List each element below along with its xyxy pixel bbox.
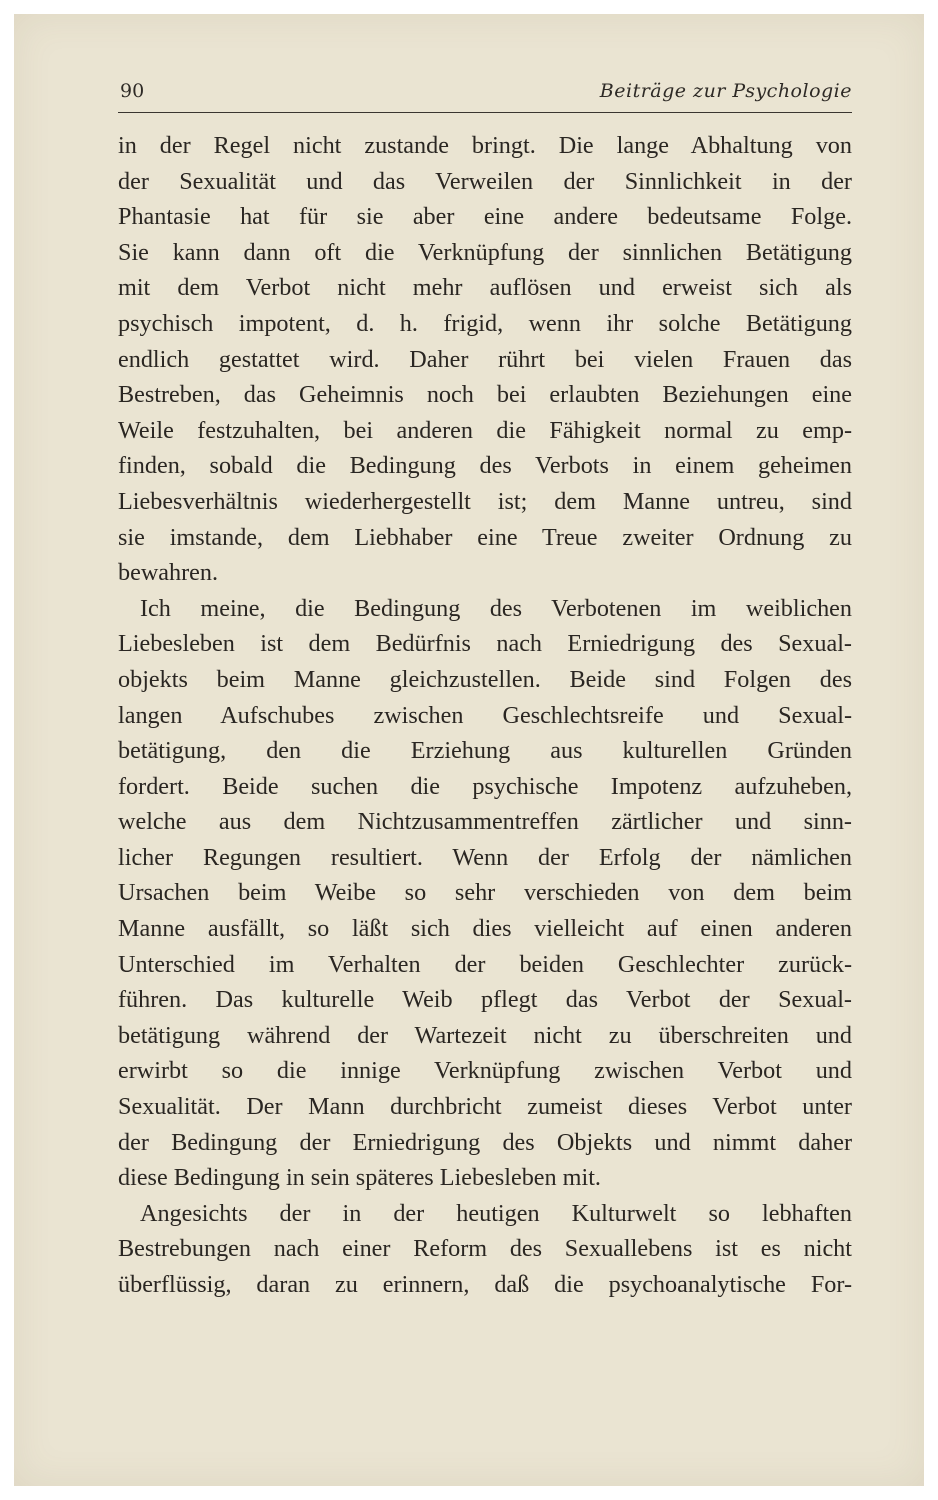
text-line: führen. Das kulturelle Weib pflegt das Verbot der Sexual-	[118, 986, 852, 1014]
text-line: mit dem Verbot nicht mehr auflösen und erweist sich als	[118, 274, 852, 302]
page-number: 90	[120, 80, 145, 102]
body-text	[118, 128, 852, 1303]
text-line: betätigung während der Wartezeit nicht zu überschreiten und	[118, 1021, 852, 1049]
text-line: psychisch impotent, d. h. frigid, wenn ihr solche Betätigung	[118, 309, 852, 337]
text-line: Weile festzuhalten, bei anderen die Fähigkeit normal zu emp-	[118, 416, 852, 444]
paragraph	[118, 128, 852, 591]
text-line: Ursachen beim Weibe so sehr verschieden von dem beim	[118, 879, 852, 907]
text-line: Phantasie hat für sie aber eine andere bedeutsame Folge.	[118, 203, 852, 231]
text-line: überflüssig, daran zu erinnern, daß die psychoanalytische For-	[118, 1271, 852, 1298]
text-line: finden, sobald die Bedingung des Verbots in einem geheimen	[118, 452, 852, 480]
text-line: betätigung, den die Erziehung aus kulturellen Gründen	[118, 737, 852, 765]
text-line: objekts beim Manne gleichzustellen. Beide sind Folgen des	[118, 665, 852, 693]
page-header	[118, 76, 852, 113]
text-line: Unterschied im Verhalten der beiden Geschlechter zurück-	[118, 950, 852, 978]
text-line: Sie kann dann oft die Verknüpfung der sinnlichen Betätigung	[118, 238, 852, 266]
text-line: in der Regel nicht zustande bringt. Die lange Abhaltung von	[118, 132, 852, 159]
text-line: der Sexualität und das Verweilen der Sinnlichkeit in der	[118, 167, 852, 195]
text-line: endlich gestattet wird. Daher rührt bei vielen Frauen das	[118, 345, 852, 373]
text-line: diese Bedingung in sein späteres Liebesleben mit.	[118, 1164, 601, 1192]
running-title: Beiträge zur Psychologie	[599, 80, 852, 102]
text-line: erwirbt so die innige Verknüpfung zwischen Verbot und	[118, 1057, 852, 1085]
text-line: langen Aufschubes zwischen Geschlechtsreife und Sexual-	[118, 701, 852, 729]
text-line: Liebesleben ist dem Bedürfnis nach Erniedrigung des Sexual-	[118, 630, 852, 658]
text-line: Liebesverhältnis wiederhergestellt ist; dem Manne untreu, sind	[118, 487, 852, 515]
book-page	[14, 14, 924, 1486]
text-line: sie imstande, dem Liebhaber eine Treue zweiter Ordnung zu	[118, 523, 852, 551]
text-line: Sexualität. Der Mann durchbricht zumeist dieses Verbot unter	[118, 1093, 852, 1121]
text-line: Bestrebungen nach einer Reform des Sexuallebens ist es nicht	[118, 1235, 852, 1263]
text-line: der Bedingung der Erniedrigung des Objekts und nimmt daher	[118, 1128, 852, 1156]
text-line: welche aus dem Nichtzusammentreffen zärtlicher und sinn-	[118, 808, 852, 836]
paragraph	[118, 591, 852, 1196]
text-line: bewahren.	[118, 559, 219, 587]
text-line: Manne ausfällt, so läßt sich dies vielleicht auf einen anderen	[118, 915, 852, 943]
text-line: fordert. Beide suchen die psychische Impotenz aufzuheben,	[118, 772, 852, 800]
paragraph	[118, 1196, 852, 1303]
text-line: Bestreben, das Geheimnis noch bei erlaubten Beziehungen eine	[118, 381, 852, 409]
text-line: licher Regungen resultiert. Wenn der Erfolg der nämlichen	[118, 843, 852, 871]
text-line: Angesichts der in der heutigen Kulturwelt so lebhaften	[140, 1199, 852, 1227]
text-line: Ich meine, die Bedingung des Verbotenen im weiblichen	[140, 594, 852, 622]
